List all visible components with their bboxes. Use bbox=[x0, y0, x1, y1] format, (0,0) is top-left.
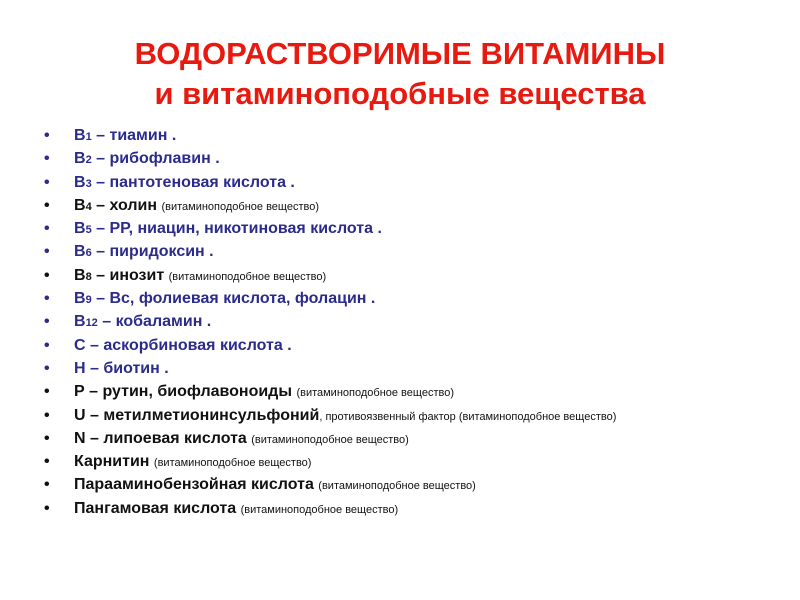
item-subscript: 12 bbox=[85, 317, 98, 330]
item-subscript: 4 bbox=[85, 200, 92, 213]
item-description: – биотин . bbox=[85, 359, 169, 377]
item-note: (витаминоподобное вещество) bbox=[318, 480, 476, 493]
item-note: (витаминоподобное вещество) bbox=[240, 503, 399, 516]
list-item bbox=[44, 194, 794, 217]
list-item bbox=[44, 310, 794, 333]
bullet-icon: • bbox=[44, 127, 50, 144]
item-description: – холин bbox=[91, 196, 162, 214]
bullet-icon: • bbox=[44, 243, 50, 261]
item-description: – инозит bbox=[91, 266, 169, 284]
list-item bbox=[44, 404, 794, 427]
item-main: Пангамовая кислота bbox=[74, 499, 237, 517]
item-description: – рибофлавин . bbox=[91, 150, 220, 168]
list-item bbox=[44, 450, 794, 473]
item-main: В bbox=[74, 173, 86, 191]
vitamin-list bbox=[44, 124, 794, 520]
item-subscript: 2 bbox=[85, 154, 92, 167]
item-description: – РР, ниацин, никотиновая кислота . bbox=[91, 220, 382, 238]
list-item bbox=[44, 240, 794, 263]
item-subscript: 6 bbox=[85, 247, 92, 260]
item-main: В bbox=[74, 290, 86, 308]
item-main: В bbox=[74, 150, 86, 168]
list-item bbox=[44, 497, 794, 520]
list-item bbox=[44, 380, 794, 403]
list-item bbox=[44, 334, 794, 357]
bullet-icon: • bbox=[44, 196, 50, 214]
list-item bbox=[44, 427, 794, 450]
bullet-icon: • bbox=[44, 476, 50, 494]
item-note: , противоязвенный фактор (витаминоподобное вещество) bbox=[319, 410, 617, 423]
item-description: – липоевая кислота bbox=[85, 429, 252, 447]
item-main: U bbox=[74, 406, 86, 424]
list-item bbox=[44, 217, 794, 240]
item-subscript: 9 bbox=[85, 294, 92, 307]
list-item bbox=[44, 264, 794, 287]
item-main: В bbox=[74, 196, 86, 214]
list-item bbox=[44, 171, 794, 194]
item-subscript: 8 bbox=[85, 270, 92, 283]
item-note: (витаминоподобное вещество) bbox=[251, 433, 409, 446]
bullet-icon: • bbox=[44, 220, 50, 238]
item-description: – метилметионинсульфоний bbox=[85, 406, 320, 424]
list-item bbox=[44, 473, 794, 496]
item-note: (витаминоподобное вещество) bbox=[161, 200, 320, 213]
item-main: В bbox=[74, 313, 86, 331]
item-main: В bbox=[74, 127, 86, 144]
item-main: Парааминобензойная кислота bbox=[74, 476, 314, 494]
bullet-icon: • bbox=[44, 336, 50, 354]
item-description: – Вс, фолиевая кислота, фолацин . bbox=[91, 290, 376, 308]
item-main: Н bbox=[74, 359, 86, 377]
bullet-icon: • bbox=[44, 266, 50, 284]
item-description: – пиридоксин . bbox=[91, 243, 214, 261]
item-description: – рутин, биофлавоноиды bbox=[84, 383, 297, 401]
bullet-icon: • bbox=[44, 290, 50, 308]
list-item bbox=[44, 357, 794, 380]
item-note: (витаминоподобное вещество) bbox=[296, 387, 454, 400]
item-main: В bbox=[74, 243, 86, 261]
item-main: Карнитин bbox=[74, 453, 150, 471]
bullet-icon: • bbox=[44, 406, 50, 424]
bullet-icon: • bbox=[44, 359, 50, 377]
item-main: В bbox=[74, 266, 86, 284]
item-description: – аскорбиновая кислота . bbox=[85, 336, 292, 354]
item-description: – пантотеновая кислота . bbox=[91, 173, 295, 191]
item-main: В bbox=[74, 220, 86, 238]
item-note: (витаминоподобное вещество) bbox=[153, 457, 312, 470]
bullet-icon: • bbox=[44, 150, 50, 168]
bullet-icon: • bbox=[44, 429, 50, 447]
title-line-2: и витаминоподобные вещества bbox=[154, 76, 646, 111]
item-main: С bbox=[74, 336, 86, 354]
list-item bbox=[44, 124, 794, 147]
item-subscript: 1 bbox=[85, 131, 92, 143]
bullet-icon: • bbox=[44, 173, 50, 191]
item-subscript: 5 bbox=[85, 224, 92, 237]
item-description: – тиамин . bbox=[91, 127, 177, 144]
item-note: (витаминоподобное вещество) bbox=[168, 270, 327, 283]
bullet-icon: • bbox=[44, 313, 50, 331]
bullet-icon: • bbox=[44, 499, 50, 517]
item-subscript: 3 bbox=[85, 177, 92, 190]
title-line-1: ВОДОРАСТВОРИМЫЕ ВИТАМИНЫ bbox=[134, 36, 666, 71]
bullet-icon: • bbox=[44, 453, 50, 471]
list-item bbox=[44, 287, 794, 310]
slide-title bbox=[0, 34, 800, 114]
bullet-icon: • bbox=[44, 383, 50, 401]
item-main: N bbox=[74, 429, 86, 447]
item-description: – кобаламин . bbox=[97, 313, 212, 331]
item-main: Р bbox=[74, 383, 85, 401]
list-item bbox=[44, 147, 794, 170]
